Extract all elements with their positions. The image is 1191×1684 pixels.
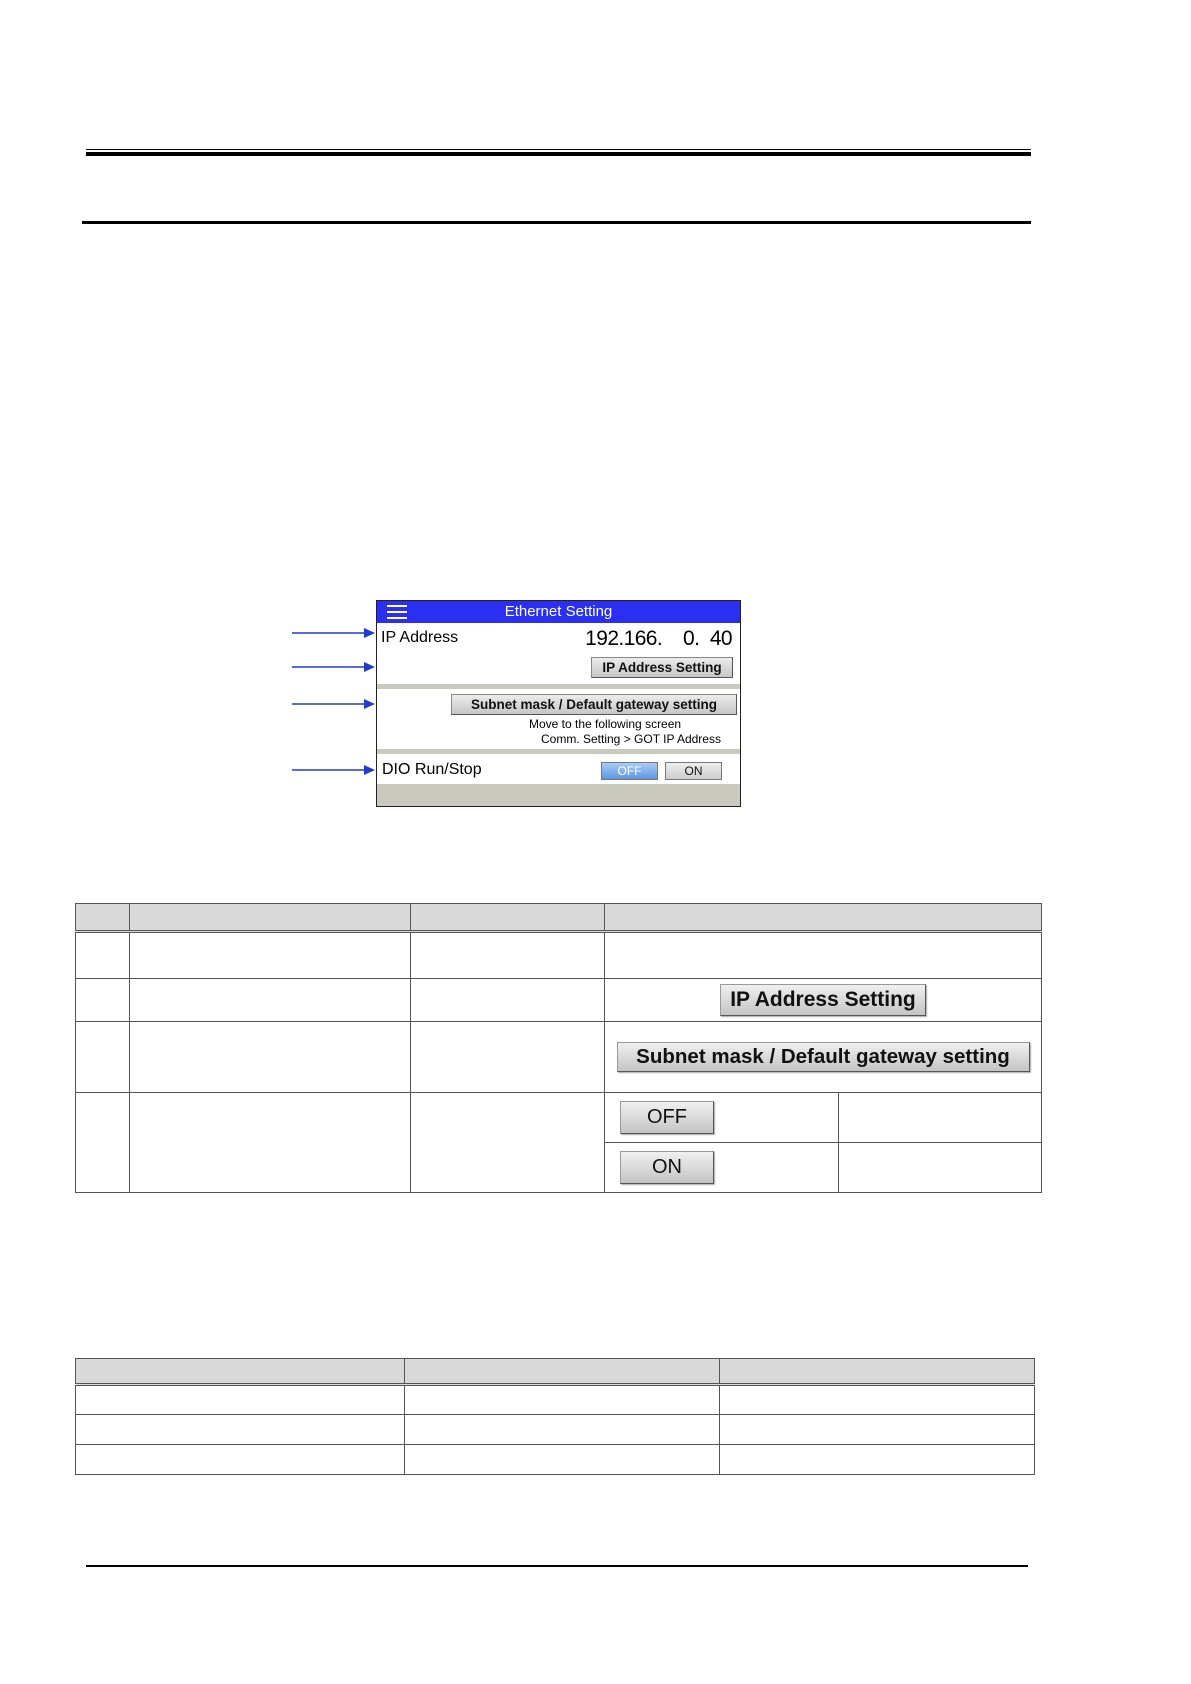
ip-address-label: IP Address — [381, 629, 459, 646]
table-row — [76, 1385, 1035, 1415]
separator — [377, 749, 740, 754]
table-header-cell — [411, 904, 605, 932]
subnet-gateway-button[interactable]: Subnet mask / Default gateway setting — [451, 694, 737, 715]
arrow-icon — [292, 627, 375, 639]
section-rule — [82, 221, 1031, 224]
top-rule-thick — [86, 152, 1031, 156]
table-row — [76, 1415, 1035, 1445]
separator — [377, 684, 740, 689]
ip-address-value: 192.166. 0. 40 — [585, 627, 732, 650]
dio-off-toggle[interactable]: OFF — [601, 762, 658, 780]
table-row — [76, 979, 1042, 1022]
arrow-icon — [292, 698, 375, 710]
table-row — [76, 1445, 1035, 1475]
table-header-cell — [76, 1359, 405, 1385]
menu-icon[interactable] — [387, 605, 407, 619]
subnet-gateway-button-image: Subnet mask / Default gateway setting — [617, 1042, 1030, 1072]
screen-bottom-bar — [377, 784, 740, 806]
table-header-cell — [76, 904, 130, 932]
off-button-image: OFF — [620, 1101, 714, 1134]
note-line-2: Comm. Setting > GOT IP Address — [541, 732, 721, 746]
arrow-icon — [292, 661, 375, 673]
table-row — [76, 1022, 1042, 1093]
arrow-icon — [292, 764, 375, 776]
table-header-cell — [130, 904, 411, 932]
dio-run-stop-label: DIO Run/Stop — [382, 761, 482, 778]
screen-title-bar — [377, 601, 740, 623]
top-rule-thin — [86, 149, 1031, 150]
ip-address-setting-button[interactable]: IP Address Setting — [591, 657, 733, 678]
empty-table — [75, 1358, 1035, 1475]
screen-title: Ethernet Setting — [504, 603, 613, 620]
table-header-cell — [605, 904, 1042, 932]
table-row — [76, 1093, 1042, 1143]
footer-rule — [86, 1565, 1028, 1567]
table-header-cell — [405, 1359, 720, 1385]
note-line-1: Move to the following screen — [529, 717, 682, 731]
table-header-cell — [720, 1359, 1035, 1385]
dio-on-toggle[interactable]: ON — [665, 762, 722, 780]
settings-table — [75, 903, 1042, 1193]
ip-address-setting-button-image: IP Address Setting — [720, 984, 926, 1016]
ethernet-setting-screen — [376, 600, 741, 807]
on-button-image: ON — [620, 1151, 714, 1184]
table-row — [76, 932, 1042, 979]
